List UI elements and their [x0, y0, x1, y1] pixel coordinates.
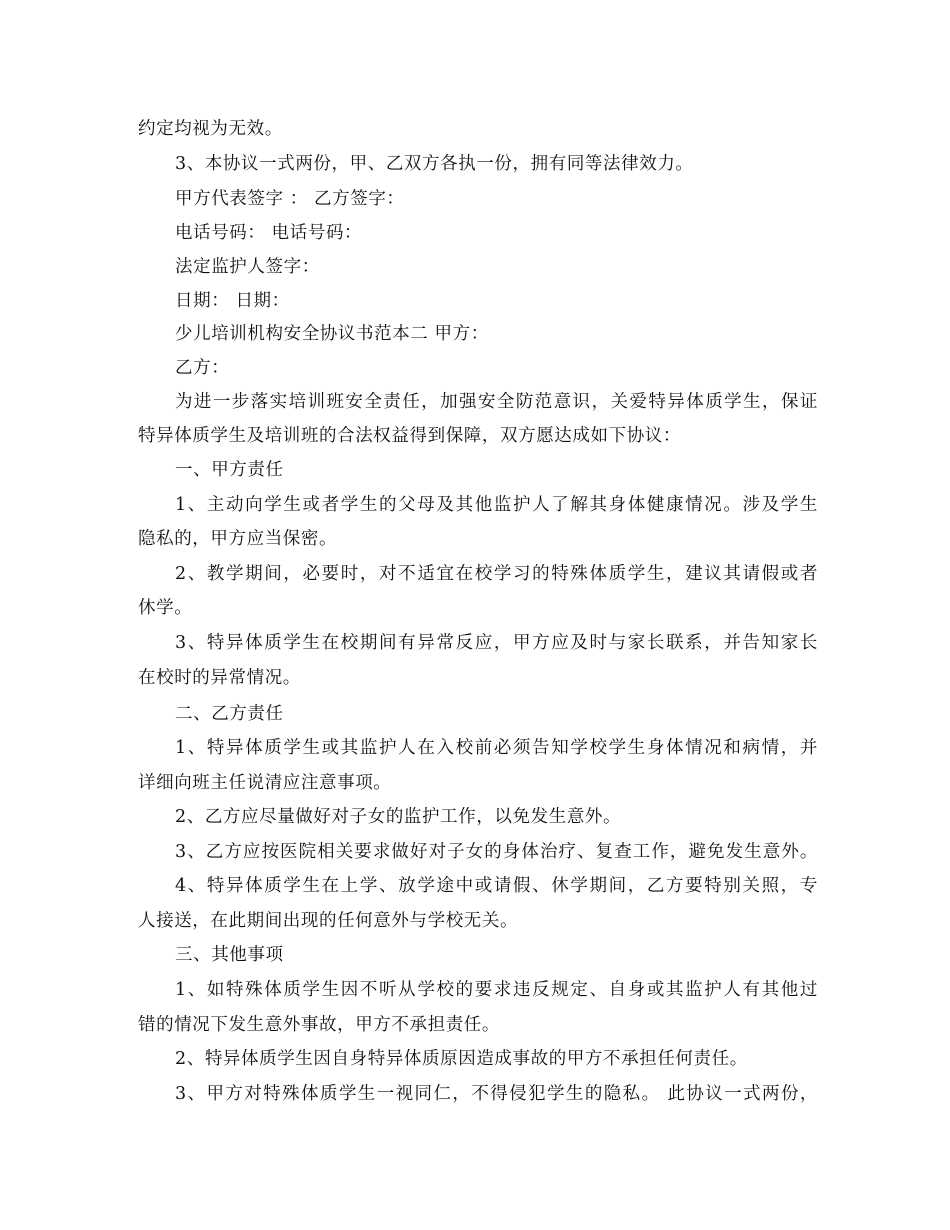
text-line: 日期： 日期： — [175, 291, 290, 311]
text-line: 3、本协议一式两份，甲、乙双方各执一份，拥有同等法律效力。 — [175, 154, 694, 174]
text-line: 隐私的，甲方应当保密。 — [138, 529, 338, 549]
text-line: 详细向班主任说清应注意事项。 — [138, 773, 392, 793]
text-line: 甲方代表签字 ： 乙方签字： — [175, 189, 405, 209]
text-line: 为进一步落实培训班安全责任，加强安全防范意识，关爱特异体质学生，保证 — [175, 392, 818, 412]
text-line: 4、特异体质学生在上学、放学途中或请假、休学期间，乙方要特别关照，专 — [175, 876, 818, 896]
text-line: 特异体质学生及培训班的合法权益得到保障，双方愿达成如下协议： — [138, 426, 681, 446]
section-heading: 三、其他事项 — [175, 945, 284, 965]
text-line: 错的情况下发生意外事故，甲方不承担责任。 — [138, 1015, 500, 1035]
text-line: 约定均视为无效。 — [138, 119, 283, 139]
text-line: 休学。 — [138, 598, 193, 618]
text-line: 1、如特殊体质学生因不听从学校的要求违反规定、自身或其监护人有其他过 — [175, 980, 818, 1000]
section-heading: 二、乙方责任 — [175, 704, 284, 724]
text-line: 3、甲方对特殊体质学生一视同仁，不得侵犯学生的隐私。 此协议一式两份， — [175, 1084, 818, 1104]
text-line: 2、特异体质学生因自身特异体质原因造成事故的甲方不承担任何责任。 — [175, 1049, 748, 1069]
text-line: 1、特异体质学生或其监护人在入校前必须告知学校学生身体情况和病情，并 — [175, 738, 818, 758]
text-line: 2、教学期间，必要时，对不适宜在校学习的特殊体质学生，建议其请假或者 — [175, 564, 818, 584]
text-line: 少儿培训机构安全协议书范本二 甲方： — [175, 324, 489, 344]
text-line: 法定监护人签字： — [175, 257, 320, 277]
text-line: 人接送，在此期间出现的任何意外与学校无关。 — [138, 911, 519, 931]
text-line: 3、乙方应按医院相关要求做好对子女的身体治疗、复查工作，避免发生意外。 — [175, 842, 818, 862]
section-heading: 一、甲方责任 — [175, 460, 284, 480]
text-line: 电话号码： 电话号码： — [175, 223, 363, 243]
text-line: 1、主动向学生或者学生的父母及其他监护人了解其身体健康情况。涉及学生 — [175, 495, 818, 515]
text-line: 2、乙方应尽量做好对子女的监护工作，以免发生意外。 — [175, 807, 622, 827]
text-line: 乙方： — [175, 358, 230, 378]
text-line: 3、特异体质学生在校期间有异常反应，甲方应及时与家长联系，并告知家长 — [175, 633, 818, 653]
text-line: 在校时的异常情况。 — [138, 668, 301, 688]
